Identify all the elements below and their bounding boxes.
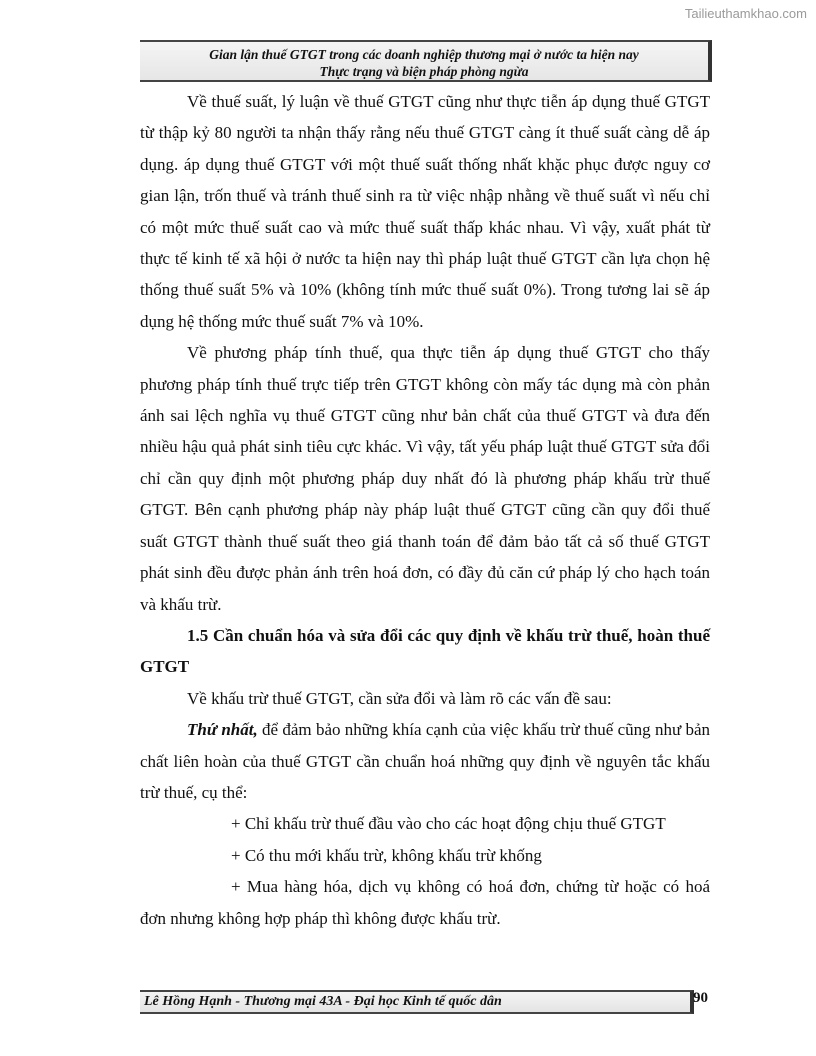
page-footer: Lê Hồng Hạnh - Thương mại 43A - Đại học Kinh tế quốc dân: [140, 990, 694, 1014]
first-point-lead: Thứ nhất,: [187, 720, 258, 740]
first-point-text: để đảm bảo những khía cạnh của việc khấu trừ thuế cũng như bản chất liên hoàn của thuế GTGT cần chuẩn hoá những quy định về nguyên tắc khấu trừ thuế, cụ thể:: [140, 720, 711, 802]
header-subtitle: Thực trạng và biện pháp phòng ngừa: [319, 64, 529, 79]
paragraph-tax-rate: Về thuế suất, lý luận về thuế GTGT cũng như thực tiễn áp dụng thuế GTGT từ thập kỷ 80 người ta nhận thấy rằng nếu thuế GTGT càng ít thuế suất càng dễ áp dụng. áp dụng thuế GTGT với một thuế suất thống nhất khặc phục được nguy cơ gian lận, trốn thuế và tránh thuế sinh ra từ việc nhập nhằng về thuế suất vì nếu chỉ có một mức thuế suất cao và mức thuế suất thấp khác nhau. Vì vậy, xuất phát từ thực tế kinh tế xã hội ở nước ta hiện nay thì pháp luật thuế GTGT cần lựa chọn hệ thống thuế suất 5% và 10% (không tính mức thuế suất 0%). Trong tương lai sẽ áp dụng hệ thống mức thuế suất 7% và 10%.: [140, 92, 710, 331]
header-title: Gian lận thuế GTGT trong các doanh nghiệp thương mại ở nước ta hiện nay: [209, 47, 639, 62]
watermark: Tailieuthamkhao.com: [684, 6, 807, 21]
document-body: [140, 86, 710, 934]
paragraph-deduction-intro: Về khấu trừ thuế GTGT, cần sửa đổi và làm rõ các vấn đề sau:: [187, 688, 612, 708]
page-header: [140, 40, 712, 82]
page-number: 90: [693, 990, 708, 1006]
paragraph-first-point: [140, 714, 710, 808]
section-heading: 1.5 Cần chuẩn hóa và sửa đổi các quy định về khấu trừ thuế, hoàn thuế GTGT: [140, 625, 710, 677]
paragraph-tax-method: Về phương pháp tính thuế, qua thực tiễn áp dụng thuế GTGT cho thấy phương pháp tính thuế trực tiếp trên GTGT không còn mấy tác dụng mà còn phản ánh sai lệch nghĩa vụ thuế GTGT cũng như bản chất của thuế GTGT và đưa đến nhiều hậu quả phát sinh tiêu cực khác. Vì vậy, tất yếu pháp luật thuế GTGT sửa đổi chỉ cần quy định một phương pháp duy nhất đó là phương pháp khấu trừ thuế GTGT. Bên cạnh phương pháp này pháp luật thuế GTGT cũng cần quy đổi thuế suất GTGT thành thuế suất theo giá thanh toán để đảm bảo tất cả số thuế GTGT phát sinh đều được phản ánh trên hoá đơn, có đầy đủ căn cứ pháp lý cho hạch toán và khấu trừ.: [140, 343, 710, 614]
bullet-item: + Chỉ khấu trừ thuế đầu vào cho các hoạt động chịu thuế GTGT: [231, 814, 666, 834]
bullet-item: + Có thu mới khấu trừ, không khấu trừ khống: [231, 845, 542, 865]
bullet-item: + Mua hàng hóa, dịch vụ không có hoá đơn, chứng từ hoặc có hoá đơn nhưng không hợp pháp thì không được khấu trừ.: [140, 877, 710, 928]
